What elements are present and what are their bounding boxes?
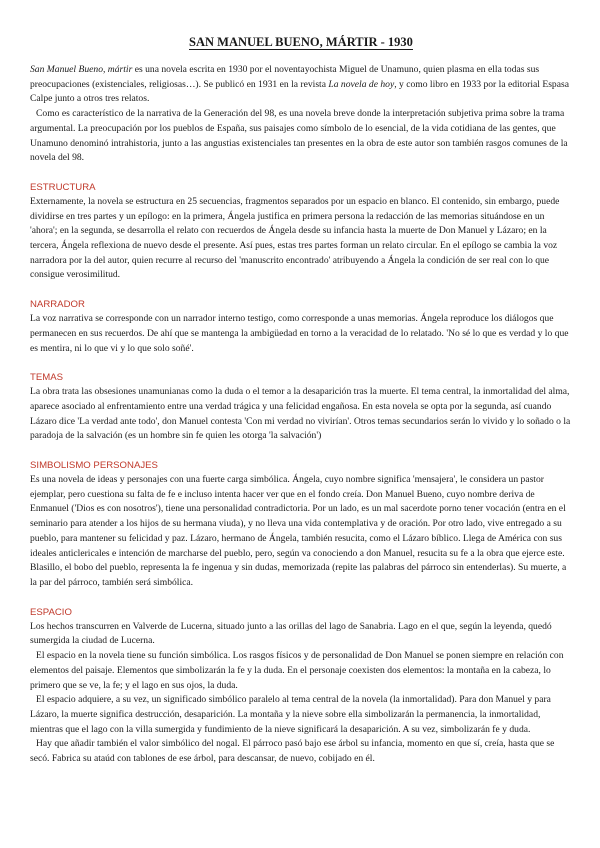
simbolismo-text: Es una novela de ideas y personajes con una fuerte carga simbólica. Ángela, cuyo nombre significa 'mensajera', le considera un pastor ejemplar, pero cuestiona su falta de fe e incluso intenta hacer ver que en el fondo creía. Don Manuel Bueno, cuyo nombre deriva de Enmanuel ('Dios es con nosotros'), tiene una personalidad contradictoria. Por un lado, es un mal sacerdote porno tener vocación (entra en el seminario para atender a los hijos de su hermana viuda), y no lleva una vida contemplativa y de oración. Por otro lado, vive entregado a su pueblo, para mantener su felicidad y paz. Lázaro, hermano de Ángela, también resucita, como el Lázaro bíblico. Llega de América con sus ideales anticlericales e intención de marcharse del pueblo, pero, según va conociendo a don Manuel, resucita su fe a la obra que ejerce este. Blasillo, el bobo del pueblo, representa la fe ingenua y sin dudas, memorizada (repite las palabras del párroco sin entenderlas). Su muerte, a la par del párroco, también será simbólica. xyxy=(30,474,567,588)
intro-paragraph-1: San Manuel Bueno, mártir es una novela escrita en 1930 por el noventayochista Miguel de Unamuno, quien plasma en ella todas sus preocupaciones (existenciales, religiosas…). Se publicó en 1931 en la revista La novela de hoy, y como libro en 1933 por la editorial Espasa Calpe junto a otros tres relatos. xyxy=(30,64,569,105)
page-title: SAN MANUEL BUENO, MÁRTIR - 1930 xyxy=(189,35,413,49)
heading-simbolismo: SIMBOLISMO PERSONAJES xyxy=(30,460,158,472)
section-gap xyxy=(30,166,572,180)
section-gap xyxy=(30,591,572,605)
heading-narrador: NARRADOR xyxy=(30,299,85,311)
heading-estructura: ESTRUCTURA xyxy=(30,181,96,193)
document-page xyxy=(30,34,572,767)
section-gap xyxy=(30,356,572,370)
section-gap xyxy=(30,283,572,297)
estructura-text: Externamente, la novela se estructura en 25 secuencias, fragmentos separados por un espacio en blanco. El contenido, sin embargo, puede dividirse en tres partes y un epílogo: en la primera, Ángela justifica en primera persona la redacción de las memorias situándose en un 'ahora'; en la segunda, se desarrolla el relato con recuerdos de Ángela desde su infancia hasta la muerte de Don Manuel y Lázaro; en la tercera, Ángela reflexiona de nuevo desde el presente. Así pues, estas tres partes forman un relato circular. En el epílogo se cambia la voz narradora por la del autor, quien recurre al recurso del 'manuscrito encontrado' atribuyendo a Ángela la condición de ser real con lo que consigue verosimilitud. xyxy=(30,195,560,281)
narrador-text: La voz narrativa se corresponde con un narrador interno testigo, como corresponde a unas memorias. Ángela reproduce los diálogos que permanecen en sus recuerdos. De ahí que se mantenga la ambigüedad en torno a la veracidad de lo relatado. 'No sé lo que es verdad y lo que es mentira, ni lo que vi y lo que solo soñé'. xyxy=(30,313,569,354)
intro-paragraph-2: Como es característico de la narrativa de la Generación del 98, es una novela breve donde la interpretación subjetiva prima sobre la trama argumental. La preocupación por los pueblos de España, sus paisajes como símbolo de lo esencial, de la vida cotidiana de las gentes, que Unamuno denominó intrahistoria, junto a las angustias existenciales tan presentes en la obra de este autor son también rasgos comunes de la novela del 98. xyxy=(30,108,568,164)
espacio-paragraph-4: Hay que añadir también el valor simbólico del nogal. El párroco pasó bajo ese árbol su infancia, momento en que sí, creía, hasta que se secó. Fabrica su ataúd con tablones de ese árbol, para descansar, de nuevo, cobijado en él. xyxy=(30,738,555,765)
heading-espacio: ESPACIO xyxy=(30,606,72,618)
temas-text: La obra trata las obsesiones unamunianas como la duda o el temor a la desaparición tras la muerte. El tema central, la inmortalidad del alma, aparece asociado al enfrentamiento entre una verdad trágica y una felicidad engañosa. En esta novela se opta por la segunda, así cuando Lázaro dice 'La verdad ante todo', don Manuel contesta 'Con mi verdad no vivirían'. Otros temas secundarios serán lo vivido y lo soñado o la paradoja de la salvación (es un hombre sin fe quien les otorga 'la salvación') xyxy=(30,386,571,442)
espacio-paragraph-1: Los hechos transcurren en Valverde de Lucerna, situado junto a las orillas del lago de Sanabria. Lago en el que, según la leyenda, quedó sumergida la ciudad de Lucerna. xyxy=(30,620,552,647)
heading-temas: TEMAS xyxy=(30,372,64,384)
espacio-paragraph-3: El espacio adquiere, a su vez, un significado simbólico paralelo al tema central de la novela (la inmortalidad). Para don Manuel y para Lázaro, la muerte significa destrucción, desaparición. La montaña y la nieve sobre ella simbolizarán la permanencia, la inmortalidad, mientras que el lago con la villa sumergida y fundimiento de la nieve significará la desaparición. A su vez, simbolizarán fe y duda. xyxy=(30,694,551,735)
espacio-paragraph-2: El espacio en la novela tiene su función simbólica. Los rasgos físicos y de personalidad de Don Manuel se ponen siempre en relación con elementos del paisaje. Elementos que simbolizarán la fe y la duda. En el personaje coexisten dos elementos: la montaña en la cabeza, lo primero que se ve, la fe; y el lago en sus ojos, la duda. xyxy=(30,650,564,691)
section-gap xyxy=(30,444,572,458)
